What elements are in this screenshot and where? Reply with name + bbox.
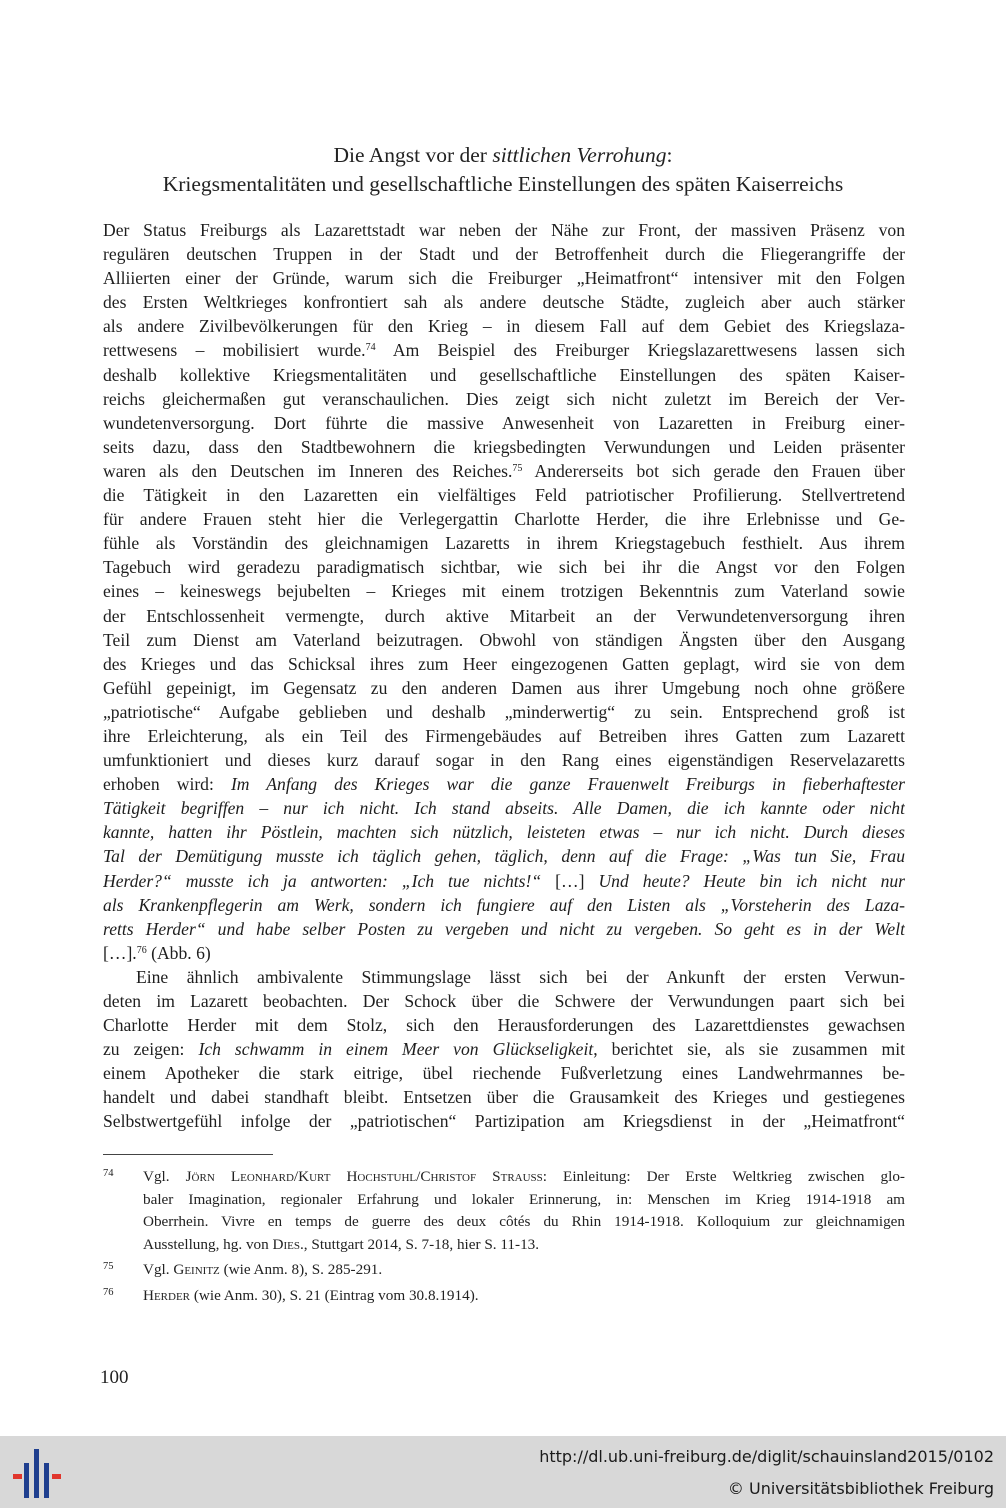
text-line: Herder?“ musste ich ja antworten: „Ich tue nichts!“ […] Und heute? Heute bin ich nicht nur [103, 870, 905, 891]
text-line: fühle als Vorständin des gleichnamigen Lazaretts in ihrem Kriegstagebuch festhielt. Aus ihrem [103, 533, 905, 554]
quote-text: retts Herder“ und habe selber Posten zu vergeben und nicht zu vergeben. So geht es in der Welt [103, 918, 905, 939]
quote-text: Herder?“ musste ich ja antworten: „Ich tue nichts!“ [103, 870, 542, 891]
footnote-line: Vgl. Jörn Leonhard/Kurt Hochstuhl/Christof Strauss: Einleitung: Der Erste Weltkrieg zwischen glo- [143, 1168, 905, 1185]
text-line: Tagebuch wird geradezu paradigmatisch sichtbar, wie sich bei ihr die Angst vor den Folgen [103, 557, 905, 578]
text-line: wundetenversorgung. Dort führte die massive Anwesenheit von Lazaretten in Freiburg einer- [103, 412, 905, 433]
text-line: ihre Erleichterung, als ein Teil des Firmengebäudes auf Betreiben ihres Gatten zum Lazarett [103, 725, 905, 746]
quote-text: kannte, hatten ihr Pöstlein, machten sich nützlich, leisteten etwas – nur ich nicht. Durch dieses [103, 822, 905, 843]
footnote-divider [103, 1154, 273, 1155]
quote-text: als Krankenpflegerin am Werk, sondern ich fungiere auf den Listen als „Vorsteherin des Laza- [103, 894, 905, 915]
text-line: […].$^{76}$ (Abb. 6) [103, 942, 211, 963]
text-line: deshalb kollektive Kriegsmentalitäten und gesellschaftliche Einstellungen des späten Kaiser- [103, 364, 905, 385]
footnote-line: Vgl. Geinitz (wie Anm. 8), S. 285-291. [143, 1261, 383, 1279]
text-line: deten im Lazarett beobachten. Der Schock über die Schwere der Verwundungen paart sich bei [103, 991, 905, 1011]
chapter-title-line-2: Kriegsmentalitäten und gesellschaftliche Einstellungen des späten Kaiserreichs [162, 172, 844, 196]
ub-freiburg-logo-icon [10, 1445, 66, 1501]
text-line: regulären deutschen Truppen in der Stadt und der Betroffenheit durch die Fliegerangriffe der [103, 244, 905, 265]
chapter-title-line-1: Die Angst vor der sittlichen Verrohung: [333, 143, 673, 167]
text-line: zu zeigen: Ich schwamm in einem Meer von Glückseligkeit, berichtet sie, als sie zusammen mit [103, 1039, 905, 1060]
text-line [103, 893, 905, 917]
footnote-ref-75[interactable]: 75 [512, 462, 523, 474]
text-line [103, 796, 905, 820]
text-line: des Krieges und das Schicksal ihres zum Heer eingezogenen Gatten geplagt, wird sie von dem [103, 653, 905, 674]
footnote-75 [103, 1259, 905, 1282]
text-line: umfunktioniert und dieses kurz darauf sogar in den Rang eines eigenständigen Reservelazaretts [103, 750, 905, 771]
body-text [103, 218, 905, 1134]
footnote-line: Oberrhein. Vivre en temps de guerre des deux côtés du Rhin 1914-1918. Kolloquium zur gleichnamigen [143, 1213, 905, 1231]
text-line: waren als den Deutschen im Inneren des Reiches.$^{75}$ Andererseits bot sich gerade den Frauen über [103, 460, 905, 481]
chapter-title [60, 141, 946, 199]
footnote-number: 74 [103, 1168, 114, 1179]
footnote-ref-76[interactable]: 76 [136, 944, 147, 956]
footnote-76 [103, 1285, 905, 1308]
text-line: „patriotische“ Aufgabe geblieben und deshalb „minderwertig“ zu sein. Entsprechend groß ist [103, 701, 905, 722]
text-line [103, 820, 905, 844]
text-line: der Entschlossenheit vermengte, durch aktive Mitarbeit an der Verwundetenversorgung ihren [103, 605, 905, 626]
text-line [103, 917, 905, 941]
footnote-number: 76 [103, 1286, 114, 1298]
quote-text: Tal der Demütigung musste ich täglich gehen, täglich, denn auf die Frage: „Was tun Sie, Frau [103, 846, 905, 867]
text-line: Alliierten einer der Gründe, warum sich die Freiburger „Heimatfront“ intensiver mit den Folgen [103, 268, 905, 289]
text-line: rettwesens – mobilisiert wurde.$^{74}$ Am Beispiel des Freiburger Kriegslazarettwesens lassen sich [103, 340, 905, 361]
footnote-line: Ausstellung, hg. von Dies., Stuttgart 2014, S. 7-18, hier S. 11-13. [143, 1235, 540, 1253]
text-line: Der Status Freiburgs als Lazarettstadt war neben der Nähe zur Front, der massiven Präsenz von [103, 220, 905, 240]
text-line: erhoben wird: Im Anfang des Krieges war die ganze Frauenwelt Freiburgs in fieberhaftester [103, 774, 905, 795]
text-line: für andere Frauen steht hier die Verlegergattin Charlotte Herder, die ihre Erlebnisse und Ge- [103, 509, 905, 530]
copyright-notice: © Universitätsbibliothek Freiburg [727, 1479, 994, 1498]
permalink-url[interactable]: http://dl.ub.uni-freiburg.de/diglit/schauinsland2015/0102 [539, 1447, 994, 1466]
footnote-ref-74[interactable]: 74 [365, 342, 376, 354]
quote-text: Und heute? Heute bin ich nicht nur [598, 870, 905, 891]
text-line: einem Apotheker die stark eitrige, übel riechende Fußverletzung eines Landwehrmannes be- [103, 1063, 905, 1084]
quote-text: Ich schwamm in einem Meer von Glückseligkeit [198, 1039, 594, 1060]
footnote-74 [103, 1166, 905, 1256]
text-line: eines – keineswegs bejubelten – Krieges mit einem trotzigen Bekenntnis zum Vaterland sowie [103, 581, 905, 602]
text-line: seits dazu, dass den Stadtbewohnern die kriegsbedingten Verwundungen und Leiden präsenter [103, 436, 905, 457]
quote-text: Tätigkeit begriffen – nur ich nicht. Ich stand abseits. Alle Damen, die ich kannte oder nicht [103, 798, 905, 819]
text-line: Selbstwertgefühl infolge der „patriotischen“ Partizipation am Kriegsdienst in der „Heimatfront“ [103, 1111, 905, 1132]
footnotes [103, 1166, 905, 1311]
text-line: Gefühl gepeinigt, im Gegensatz zu den anderen Damen aus ihrer Umgebung noch ohne größere [103, 677, 905, 698]
text-line: als andere Zivilbevölkerungen für den Krieg – in diesem Fall auf dem Gebiet des Kriegslaza- [103, 316, 905, 337]
footnote-line: baler Imagination, regionaler Erfahrung und lokaler Erinnerung, in: Menschen im Krieg 1914-1918 am [143, 1190, 905, 1208]
text-line: Eine ähnlich ambivalente Stimmungslage lässt sich bei der Ankunft der ersten Verwun- [136, 966, 905, 987]
text-line [103, 844, 905, 868]
quote-text: Im Anfang des Krieges war die ganze Frauenwelt Freiburgs in fieberhaftester [230, 774, 905, 795]
text-line: Charlotte Herder mit dem Stolz, sich den Herausforderungen des Lazarettdienstes gewachsen [103, 1015, 905, 1036]
footnote-line: Herder (wie Anm. 30), S. 21 (Eintrag vom 30.8.1914). [143, 1286, 479, 1304]
text-line: handelt und dabei standhaft bleibt. Entsetzen über die Grausamkeit des Krieges und gestiegenes [103, 1087, 905, 1108]
viewer-footer [0, 1436, 1006, 1508]
page-number: 100 [100, 1367, 129, 1388]
text-line: Teil zum Dienst am Vaterland beizutragen. Obwohl von ständigen Ängsten über den Ausgang [103, 629, 905, 650]
footnote-number: 75 [103, 1261, 114, 1273]
text-line: die Tätigkeit in den Lazaretten ein vielfältiges Feld patriotischer Profilierung. Stellvertretend [103, 485, 905, 506]
text-line: des Ersten Weltkrieges konfrontiert sah als andere deutsche Städte, zugleich aber auch stärker [103, 292, 905, 313]
text-line: reichs gleichermaßen gut veranschaulichen. Dies zeigt sich nicht zuletzt im Bereich der Ver- [103, 388, 905, 409]
